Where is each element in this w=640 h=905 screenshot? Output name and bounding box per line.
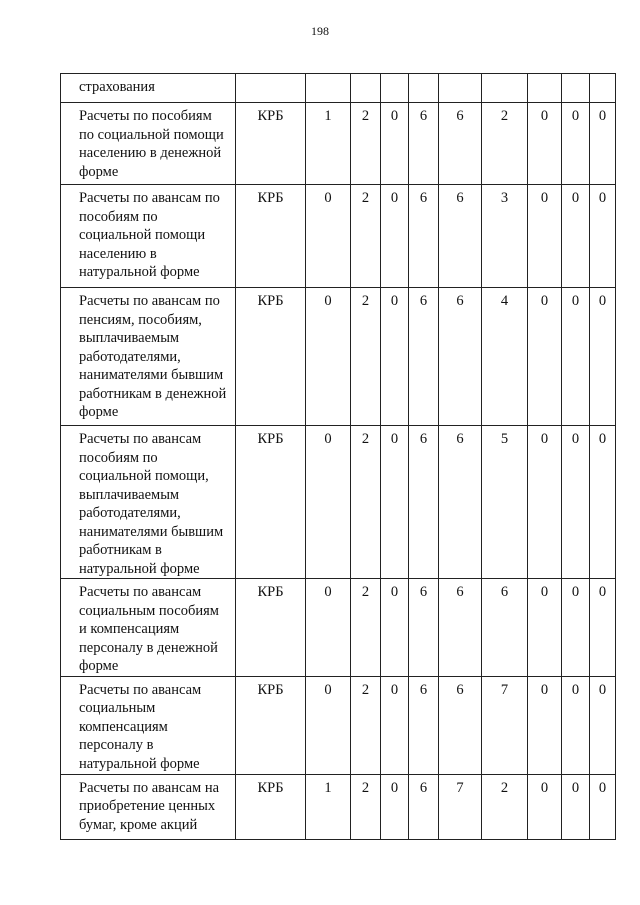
- account-name-cell: [61, 185, 236, 288]
- account-digit-cell: 0: [562, 103, 590, 185]
- account-name-line: населению в денежной: [79, 145, 222, 161]
- account-digit-cell: 6: [409, 288, 439, 426]
- account-name-line: бумаг, кроме акций: [79, 816, 198, 833]
- account-name-line: работникам в: [79, 542, 162, 558]
- account-digit-cell: 0: [306, 185, 351, 288]
- account-name-line: пособиям по: [79, 208, 158, 225]
- account-digit-cell: 0: [381, 103, 409, 185]
- account-digit-cell: [306, 74, 351, 103]
- account-digit-cell: 0: [562, 185, 590, 288]
- account-name-line: Расчеты по авансам на: [79, 779, 220, 796]
- account-digit-cell: 2: [351, 579, 381, 677]
- account-digit-cell: 6: [409, 579, 439, 677]
- account-digit-cell: 0: [562, 676, 590, 774]
- account-name-cell: [61, 676, 236, 774]
- account-code-cell: КРБ: [236, 185, 306, 288]
- account-name-line: компенсациям: [79, 718, 168, 735]
- table-body: [61, 74, 616, 840]
- account-digit-cell: 0: [590, 774, 616, 839]
- account-name-line: социальным: [79, 700, 156, 716]
- account-digit-cell: 0: [306, 579, 351, 677]
- account-digit-cell: 6: [409, 774, 439, 839]
- account-digit-cell: 2: [482, 103, 528, 185]
- account-digit-cell: 0: [381, 426, 409, 579]
- account-name-cell: [61, 103, 236, 185]
- account-name-line: социальным пособиям: [79, 602, 219, 619]
- account-digit-cell: 0: [562, 426, 590, 579]
- account-digit-cell: 4: [482, 288, 528, 426]
- table-row: [61, 185, 616, 288]
- account-digit-cell: 0: [528, 676, 562, 774]
- account-digit-cell: 0: [562, 579, 590, 677]
- account-digit-cell: 0: [528, 288, 562, 426]
- account-name-line: Расчеты по авансам: [79, 681, 202, 698]
- accounts-table: [60, 73, 616, 840]
- account-name-line: Расчеты по авансам по: [79, 293, 220, 309]
- account-digit-cell: 0: [381, 288, 409, 426]
- account-name-line: работодателями,: [79, 348, 181, 365]
- account-digit-cell: 0: [528, 579, 562, 677]
- table-row: [61, 103, 616, 185]
- account-digit-cell: 6: [409, 426, 439, 579]
- account-digit-cell: 0: [528, 774, 562, 839]
- account-digit-cell: 0: [381, 185, 409, 288]
- account-name-line: социальной помощи: [79, 227, 206, 243]
- account-digit-cell: 0: [528, 103, 562, 185]
- account-name-line: по социальной помощи: [79, 126, 224, 143]
- account-digit-cell: 0: [562, 774, 590, 839]
- account-name-line: приобретение ценных: [79, 798, 216, 814]
- account-name-line: форме: [79, 658, 119, 674]
- account-digit-cell: 0: [590, 288, 616, 426]
- account-digit-cell: 7: [439, 774, 482, 839]
- account-digit-cell: 0: [590, 676, 616, 774]
- account-name-line: пенсиям, пособиям,: [79, 311, 202, 328]
- account-name-line: социальной помощи,: [79, 468, 209, 484]
- account-digit-cell: 0: [590, 103, 616, 185]
- page-number: 198: [311, 24, 329, 38]
- account-digit-cell: 6: [439, 676, 482, 774]
- account-digit-cell: 0: [306, 426, 351, 579]
- account-digit-cell: 6: [439, 579, 482, 677]
- account-digit-cell: 0: [528, 185, 562, 288]
- table-row: [61, 426, 616, 579]
- account-name-line: Расчеты по авансам: [79, 431, 202, 447]
- account-code-cell: КРБ: [236, 426, 306, 579]
- account-name-line: работодателями,: [79, 505, 181, 521]
- account-digit-cell: 0: [381, 579, 409, 677]
- table-row: [61, 676, 616, 774]
- account-digit-cell: 2: [351, 103, 381, 185]
- account-name-line: натуральной форме: [79, 560, 200, 577]
- account-digit-cell: 2: [351, 676, 381, 774]
- account-code-cell: КРБ: [236, 103, 306, 185]
- account-digit-cell: 0: [590, 426, 616, 579]
- account-digit-cell: 2: [482, 774, 528, 839]
- account-name-cell: [61, 579, 236, 677]
- account-name-line: и компенсациям: [79, 621, 180, 637]
- account-digit-cell: 1: [306, 774, 351, 839]
- account-digit-cell: [528, 74, 562, 103]
- account-digit-cell: 1: [306, 103, 351, 185]
- account-digit-cell: 3: [482, 185, 528, 288]
- account-digit-cell: 0: [381, 774, 409, 839]
- account-name-cell: [61, 288, 236, 426]
- account-name-cell: [61, 74, 236, 103]
- account-name-line: страхования: [79, 79, 155, 95]
- account-name-line: форме: [79, 404, 119, 420]
- table-row: [61, 74, 616, 103]
- account-name-cell: [61, 426, 236, 579]
- account-digit-cell: 5: [482, 426, 528, 579]
- account-digit-cell: 6: [439, 103, 482, 185]
- account-digit-cell: [409, 74, 439, 103]
- account-digit-cell: 0: [528, 426, 562, 579]
- account-code-cell: [236, 74, 306, 103]
- account-name-line: натуральной форме: [79, 755, 200, 772]
- account-digit-cell: 0: [306, 288, 351, 426]
- table-row: [61, 288, 616, 426]
- account-name-line: Расчеты по пособиям: [79, 108, 212, 124]
- account-name-cell: [61, 774, 236, 839]
- account-digit-cell: 0: [381, 676, 409, 774]
- account-code-cell: КРБ: [236, 676, 306, 774]
- account-digit-cell: 2: [351, 774, 381, 839]
- account-digit-cell: 0: [590, 579, 616, 677]
- account-name-line: натуральной форме: [79, 264, 200, 280]
- account-digit-cell: 2: [351, 426, 381, 579]
- account-name-line: работникам в денежной: [79, 385, 227, 402]
- account-digit-cell: 6: [409, 185, 439, 288]
- account-name-line: выплачиваемым: [79, 486, 180, 503]
- account-name-line: Расчеты по авансам по: [79, 190, 220, 206]
- account-digit-cell: 6: [409, 103, 439, 185]
- account-digit-cell: 6: [409, 676, 439, 774]
- account-digit-cell: [482, 74, 528, 103]
- account-digit-cell: 0: [590, 185, 616, 288]
- account-code-cell: КРБ: [236, 774, 306, 839]
- account-digit-cell: 6: [439, 426, 482, 579]
- account-name-line: нанимателями бывшим: [79, 523, 224, 540]
- account-name-line: Расчеты по авансам: [79, 584, 202, 600]
- account-digit-cell: 2: [351, 288, 381, 426]
- account-digit-cell: 2: [351, 185, 381, 288]
- account-digit-cell: [562, 74, 590, 103]
- account-name-line: форме: [79, 163, 119, 180]
- account-digit-cell: 7: [482, 676, 528, 774]
- table-row: [61, 774, 616, 839]
- account-digit-cell: 6: [482, 579, 528, 677]
- account-digit-cell: 6: [439, 288, 482, 426]
- account-name-line: населению в: [79, 245, 157, 262]
- account-digit-cell: [351, 74, 381, 103]
- account-name-line: персоналу в денежной: [79, 639, 218, 656]
- account-digit-cell: [590, 74, 616, 103]
- account-name-line: пособиям по: [79, 449, 158, 466]
- account-digit-cell: 6: [439, 185, 482, 288]
- table-row: [61, 579, 616, 677]
- account-name-line: персоналу в: [79, 737, 154, 753]
- account-name-line: нанимателями бывшим: [79, 367, 224, 383]
- account-digit-cell: [439, 74, 482, 103]
- account-digit-cell: 0: [306, 676, 351, 774]
- account-code-cell: КРБ: [236, 579, 306, 677]
- account-digit-cell: [381, 74, 409, 103]
- account-digit-cell: 0: [562, 288, 590, 426]
- account-name-line: выплачиваемым: [79, 330, 180, 346]
- account-code-cell: КРБ: [236, 288, 306, 426]
